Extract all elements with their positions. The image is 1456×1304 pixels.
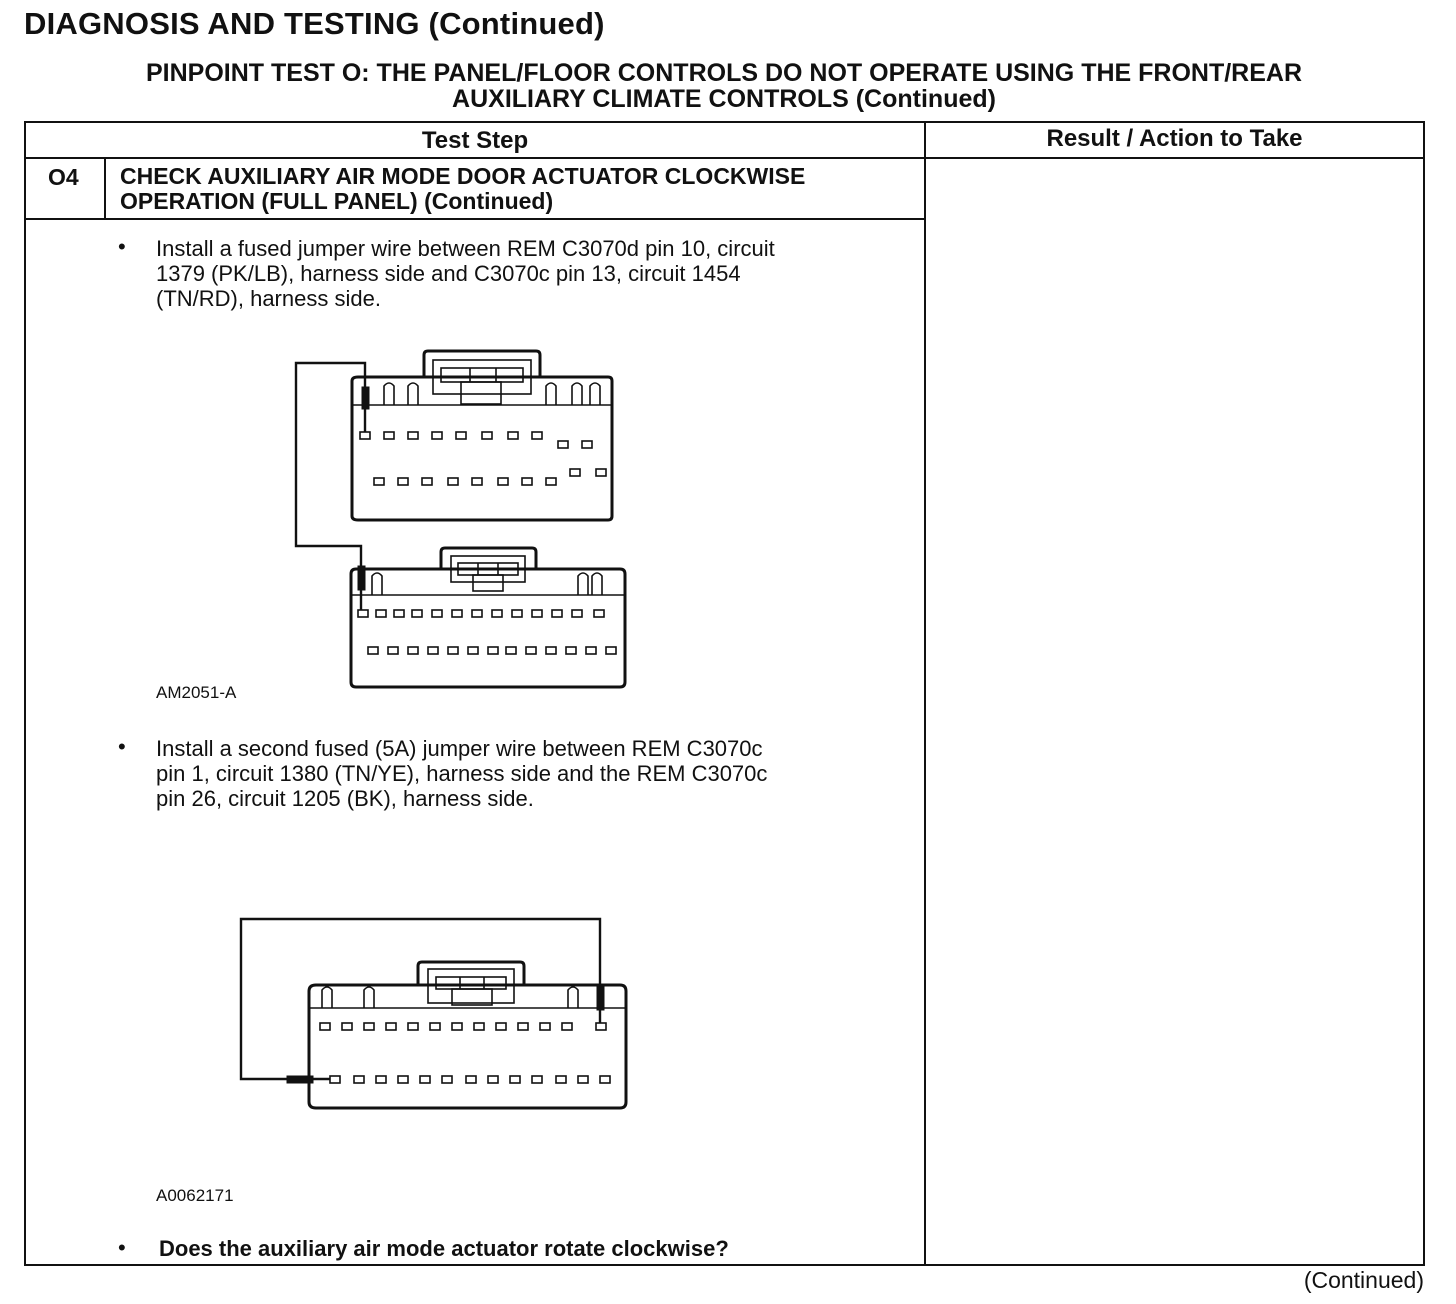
connector-diagram-2: [0, 880, 926, 1140]
table-border-right: [1423, 121, 1425, 1266]
instruction-1-line2: 1379 (PK/LB), harness side and C3070c pin 13, circuit 1454: [156, 261, 741, 286]
instruction-2-line3: pin 26, circuit 1205 (BK), harness side.: [156, 786, 534, 811]
instruction-2-line2: pin 1, circuit 1380 (TN/YE), harness side and the REM C3070c: [156, 761, 768, 786]
jumper-wire-1: [296, 363, 365, 566]
connector-diagram-1: [0, 0, 926, 720]
instruction-1-line3: (TN/RD), harness side.: [156, 286, 381, 311]
instruction-1-line1: Install a fused jumper wire between REM C3070d pin 10, circuit: [156, 236, 775, 261]
bullet-3: •: [118, 1235, 126, 1260]
bullet-1: •: [118, 234, 126, 259]
step-question: Does the auxiliary air mode actuator rotate clockwise?: [159, 1236, 729, 1261]
bullet-2: •: [118, 734, 126, 759]
connector-c3070c-2: [287, 962, 626, 1108]
pinpoint-test-title-line2: AUXILIARY CLIMATE CONTROLS (Continued): [452, 85, 996, 113]
page-title: DIAGNOSIS AND TESTING (Continued): [24, 6, 605, 41]
step-title-line2: OPERATION (FULL PANEL) (Continued): [120, 188, 554, 214]
connector-c3070d: [352, 351, 612, 520]
table-border-bottom: [24, 1264, 1425, 1266]
step-title-line1: CHECK AUXILIARY AIR MODE DOOR ACTUATOR CLOCKWISE: [120, 163, 806, 189]
pinpoint-test-title-line1: PINPOINT TEST O: THE PANEL/FLOOR CONTROLS DO NOT OPERATE USING THE FRONT/REAR: [145, 59, 1303, 87]
jumper-wire-2: [241, 919, 600, 1079]
continued-note: (Continued): [1303, 1267, 1424, 1293]
column-header-result: Result / Action to Take: [1046, 125, 1303, 152]
instruction-2-line1: Install a second fused (5A) jumper wire between REM C3070c: [156, 736, 763, 761]
figure-1-label: AM2051-A: [156, 683, 237, 702]
step-id: O4: [48, 164, 79, 190]
column-header-test-step: Test Step: [421, 127, 529, 154]
figure-2-label: A0062171: [156, 1186, 234, 1205]
connector-c3070c: [351, 548, 625, 687]
